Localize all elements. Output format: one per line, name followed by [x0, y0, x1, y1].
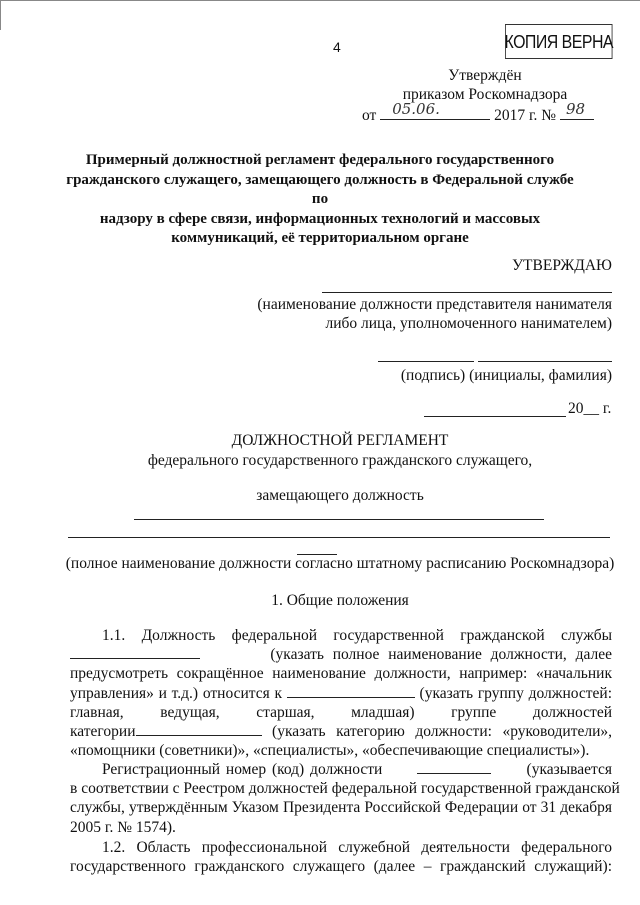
signature-caption: (подпись) (инициалы, фамилия) — [400, 367, 612, 384]
registration-code-blank — [417, 760, 491, 774]
section-1-heading: 1. Общие положения — [271, 592, 409, 609]
page-top-edge — [0, 0, 640, 1]
order-number-field — [560, 100, 594, 120]
title-line: надзору в сфере связи, информационных технологий и массовых — [99, 210, 541, 227]
position-fill-line-2 — [68, 537, 610, 538]
text-fragment: категории — [70, 723, 136, 741]
text-line: «помощники (советники)», «специалисты», «обеспечивающие специалисты»). — [70, 742, 590, 760]
order-number-handwritten: 98 — [565, 100, 586, 118]
text-line — [70, 645, 612, 664]
approval-date-line — [362, 100, 594, 125]
text-fragment: (указать полное наименование должности, далее — [270, 646, 612, 664]
copy-verified-stamp: КОПИЯ ВЕРНА — [505, 24, 613, 59]
signature-line — [378, 361, 474, 362]
position-caption-2: либо лица, уполномоченного нанимателем) — [325, 315, 612, 332]
title-line: коммуникаций, её территориальном органе — [171, 230, 469, 246]
text-fragment: (указать группу должностей: — [419, 684, 613, 702]
regulation-heading: ДОЛЖНОСТНОЙ РЕГЛАМЕНТ — [231, 432, 449, 449]
position-signature-line — [322, 292, 612, 293]
paragraph-1-1 — [70, 626, 612, 760]
text-line: 1.2. Область профессиональной служебной деятельности федерального — [102, 839, 612, 856]
text-line: в соответствии с Реестром должностей федеральной государственной гражданской — [70, 780, 620, 798]
position-caption-1: (наименование должности представителя нанимателя — [257, 296, 612, 313]
text-line: главная, ведущая, старшая, младшая) группе должностей — [70, 703, 612, 721]
from-label: от — [362, 107, 377, 124]
approve-date-suffix: 20__ г. — [568, 400, 612, 417]
text-fragment: (указать категорию должности: «руководители», — [272, 723, 613, 741]
approved-label: Утверждён — [448, 67, 522, 84]
text-line — [70, 722, 612, 741]
approved-by-order: приказом Роскомнадзора — [402, 86, 568, 103]
text-line: предусмотреть сокращённое наименование должности, например: «начальник — [70, 665, 612, 683]
text-line — [70, 760, 612, 779]
page-left-edge — [0, 0, 1, 30]
title-line: Примерный должностной регламент федерального государственного — [85, 152, 555, 168]
year-number-label: 2017 г. № — [494, 107, 557, 124]
regulation-subheading: федерального государственного гражданского служащего, — [147, 452, 533, 469]
position-caption: (полное наименование должности согласно штатному расписанию Роскомнадзора) — [65, 555, 615, 572]
text-line: 1.1. Должность федеральной государственной гражданской службы — [102, 627, 612, 644]
page-number: 4 — [333, 39, 341, 55]
date-handwritten: 05.06. — [392, 100, 440, 118]
date-field — [380, 100, 490, 120]
text-fragment: (указывается — [526, 761, 613, 778]
text-line: государственного гражданского служащего (далее – гражданский служащий): — [70, 858, 612, 876]
text-fragment: управления» и т.д.) относится к — [70, 684, 283, 702]
text-line: службы, утверждённым Указом Президента Российской Федерации от 31 декабря — [70, 799, 612, 817]
group-blank — [287, 684, 415, 698]
position-name-blank — [70, 645, 200, 659]
name-line — [478, 361, 612, 362]
approve-date-line — [424, 416, 566, 417]
approve-heading: УТВЕРЖДАЮ — [512, 257, 612, 274]
registration-number-paragraph — [70, 760, 620, 837]
paragraph-1-2 — [70, 838, 612, 876]
position-fill-line-1 — [134, 519, 544, 520]
text-line: 2005 г. № 1574). — [70, 818, 176, 836]
category-blank — [136, 722, 262, 736]
title-line: гражданского служащего, замещающего должность в Федеральной службе по — [66, 171, 574, 207]
document-title — [60, 151, 580, 249]
approval-header — [360, 66, 610, 104]
text-fragment: Регистрационный номер (код) должности — [102, 761, 383, 778]
text-line — [70, 684, 612, 703]
position-label: замещающего должность — [256, 487, 424, 504]
